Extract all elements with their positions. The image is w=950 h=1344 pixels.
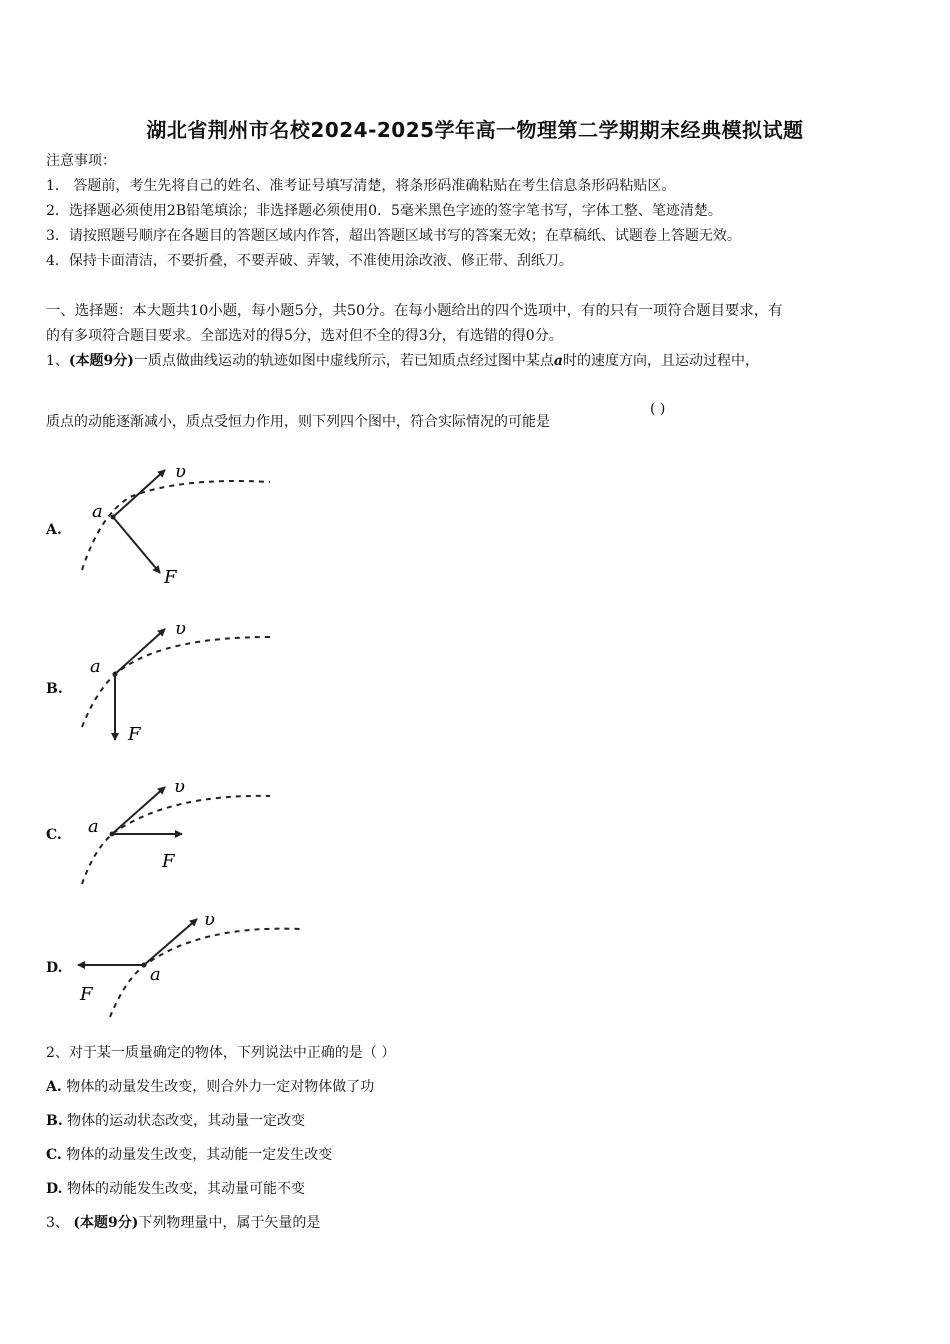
notice-heading: 注意事项： [46,153,116,169]
q1-stem-line2: 质点的动能逐渐减小，质点受恒力作用，则下列四个图中，符合实际情况的可能是 [46,414,550,430]
q1-text-a: 一质点做曲线运动的轨迹如图中虚线所示，若已知质点经过图中某点 [133,353,554,369]
q2-option-b [46,1112,305,1130]
point-a-label: a [92,501,103,522]
point-a-label: a [150,964,161,985]
q2-option-c-text: 物体的动量发生改变，其动能一定发生改变 [66,1147,333,1163]
force-label: F [164,567,177,588]
q2-stem: 2、对于某一质量确定的物体，下列说法中正确的是（ ） [46,1045,396,1061]
q2-option-b-label: B. [46,1113,63,1129]
q3-text: 下列物理量中，属于矢量的是 [138,1215,321,1231]
notice-item-3: 3．请按照题号顺序在各题目的答题区域内作答，超出答题区域书写的答案无效；在草稿纸、试题卷上答题无效。 [46,228,741,244]
q2-option-a-text: 物体的动量发生改变，则合外力一定对物体做了功 [66,1079,375,1095]
q2-option-c-label: C. [46,1147,62,1163]
q1-answer-bracket: ( ) [650,401,666,417]
q1-option-c-label: C. [46,827,62,843]
trajectory-curve [82,637,270,727]
force-label: F [128,724,141,745]
trajectory-curve [82,481,270,570]
trajectory-curve [82,796,270,884]
velocity-label: υ [175,461,186,482]
q1-option-c-figure [70,772,290,892]
q1-point: a [553,353,563,369]
point-a-label: a [88,816,99,837]
q1-option-b-figure [70,612,290,747]
force-label: F [162,851,175,872]
velocity-label: υ [175,618,186,639]
q1-number: 1、 [46,353,69,369]
velocity-arrow [112,787,165,834]
notice-item-2: 2．选择题必须使用2B铅笔填涂；非选择题必须使用0．5毫米黑色字迹的签字笔书写，字体工整、笔迹清楚。 [46,203,722,219]
q3-score: (本题9分) [73,1215,139,1231]
q1-option-b-label: B. [46,681,63,697]
q3-number: 3、 [46,1215,69,1231]
page-title: 湖北省荆州市名校2024-2025学年高一物理第二学期期末经典模拟试题 [146,118,804,142]
q1-option-a-figure [70,455,290,590]
q1-text-b: 时的速度方向，且运动过程中， [563,353,759,369]
force-label: F [80,984,93,1005]
notice-item-4: 4．保持卡面清洁，不要折叠，不要弄破、弄皱，不准使用涂改液、修正带、刮纸刀。 [46,253,573,269]
q2-option-d-text: 物体的动能发生改变，其动量可能不变 [66,1181,305,1197]
q2-option-d [46,1180,305,1198]
q1-score: (本题9分) [68,353,134,369]
q1-stem-line1 [46,352,759,370]
q2-option-a [46,1078,374,1096]
velocity-label: υ [174,776,185,797]
q1-option-d-figure [70,905,310,1020]
section1-line1: 一、选择题：本大题共10小题，每小题5分，共50分。在每小题给出的四个选项中，有的只有一项符合题目要求，有 [46,303,783,319]
q1-option-d-label: D. [46,960,63,976]
force-arrow [113,517,160,573]
velocity-label: υ [204,909,215,930]
q2-option-a-label: A. [46,1079,62,1095]
section1-line2: 的有多项符合题目要求。全部选对的得5分，选对但不全的得3分，有选错的得0分。 [46,328,563,344]
q1-option-a-label: A. [46,522,62,538]
q2-option-d-label: D. [46,1181,63,1197]
q3-stem [46,1214,320,1232]
point-a-label: a [90,656,101,677]
trajectory-curve [110,929,300,1017]
velocity-arrow [113,470,165,517]
q2-option-c [46,1146,332,1164]
q2-option-b-text: 物体的运动状态改变，其动量一定改变 [67,1113,306,1129]
notice-item-1: 1． 答题前，考生先将自己的姓名、准考证号填写清楚，将条形码准确粘贴在考生信息条形码粘贴区。 [46,178,676,194]
